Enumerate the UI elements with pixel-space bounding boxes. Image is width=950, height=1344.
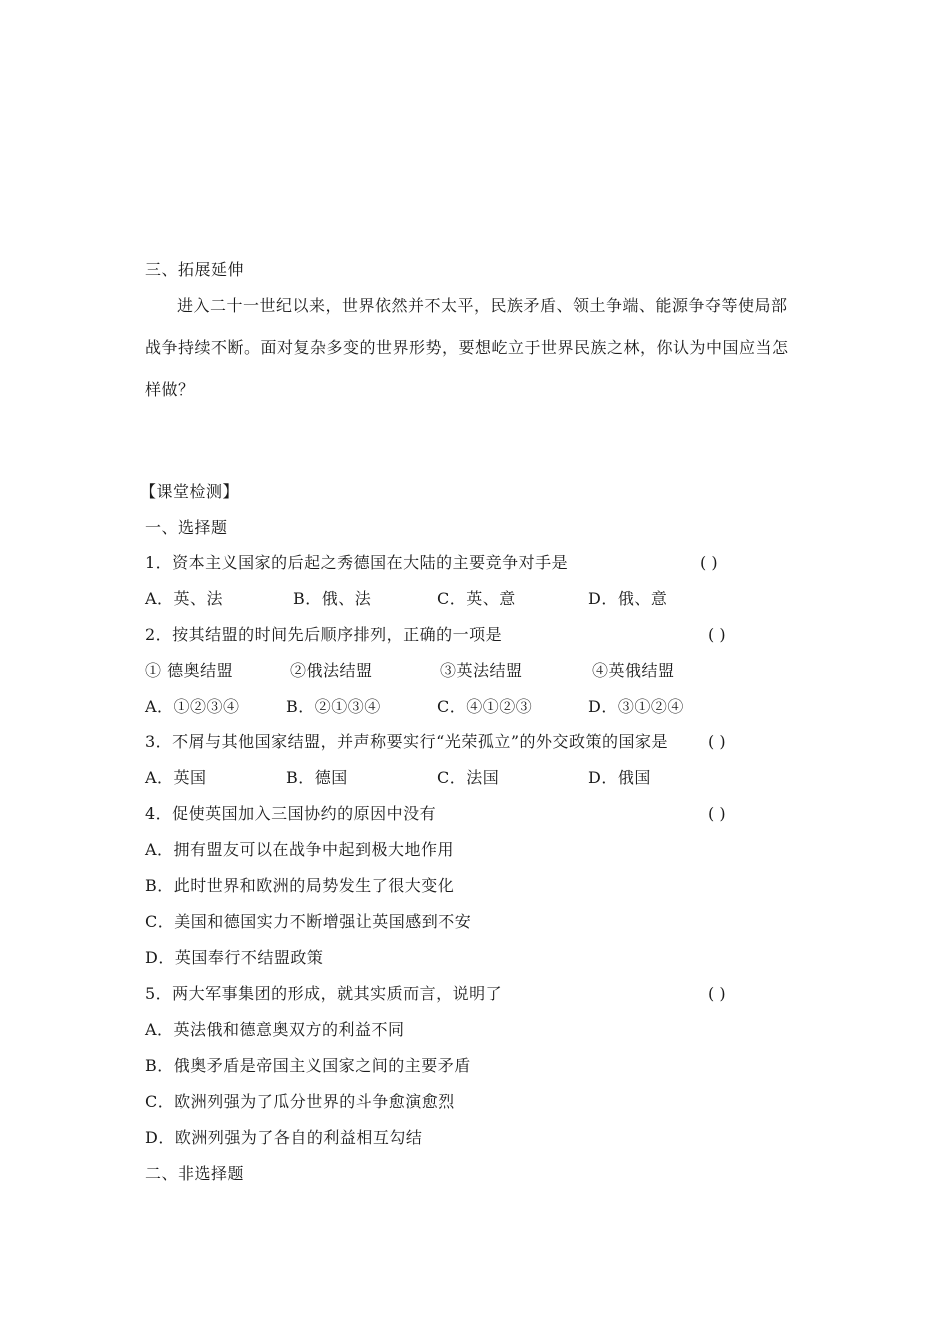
question-stem: 5．两大军事集团的形成，就其实质而言，说明了 <box>145 984 503 1003</box>
paragraph-line: 进入二十一世纪以来，世界依然并不太平，民族矛盾、领土争端、能源争夺等使局部 <box>177 296 788 315</box>
answer-bracket: ( ) <box>708 804 726 823</box>
option-c: C．美国和德国实力不断增强让英国感到不安 <box>145 912 472 931</box>
option-c: C．欧洲列强为了瓜分世界的斗争愈演愈烈 <box>145 1092 455 1111</box>
option-b: B．俄奥矛盾是帝国主义国家之间的主要矛盾 <box>145 1056 471 1075</box>
option-a: A．英、法 <box>145 589 224 608</box>
question-stem: 2．按其结盟的时间先后顺序排列，正确的一项是 <box>145 625 503 644</box>
option-a: A．①②③④ <box>145 697 240 716</box>
option-a: A．英法俄和德意奥双方的利益不同 <box>145 1020 405 1039</box>
option-b: B．此时世界和欧洲的局势发生了很大变化 <box>145 876 455 895</box>
option-b: B．德国 <box>286 768 348 787</box>
answer-bracket: ( ) <box>708 984 726 1003</box>
question-stem: 3．不屑与其他国家结盟，并声称要实行“光荣孤立”的外交政策的国家是 <box>145 732 669 751</box>
paragraph-line: 战争持续不断。面对复杂多变的世界形势，要想屹立于世界民族之林，你认为中国应当怎 <box>145 338 789 357</box>
option-c: C．④①②③ <box>437 697 533 716</box>
option-d: D．欧洲列强为了各自的利益相互勾结 <box>145 1128 423 1147</box>
option-a: A．英国 <box>145 768 207 787</box>
statement-item: ① 德奥结盟 <box>145 661 234 680</box>
option-d: D．俄、意 <box>588 589 668 608</box>
section-heading: 三、拓展延伸 <box>145 260 245 279</box>
part-heading-non-choice: 二、非选择题 <box>145 1164 245 1183</box>
paragraph-line: 样做？ <box>145 380 195 399</box>
option-d: D．③①②④ <box>588 697 684 716</box>
statement-item: ②俄法结盟 <box>290 661 373 680</box>
answer-bracket: ( ) <box>700 553 718 572</box>
option-b: B．②①③④ <box>286 697 381 716</box>
option-a: A．拥有盟友可以在战争中起到极大地作用 <box>145 840 455 859</box>
option-d: D．英国奉行不结盟政策 <box>145 948 324 967</box>
statement-item: ③英法结盟 <box>440 661 523 680</box>
answer-bracket: ( ) <box>708 625 726 644</box>
statement-item: ④英俄结盟 <box>592 661 675 680</box>
option-c: C．英、意 <box>437 589 516 608</box>
question-stem: 1．资本主义国家的后起之秀德国在大陆的主要竞争对手是 <box>145 553 569 572</box>
question-stem: 4．促使英国加入三国协约的原因中没有 <box>145 804 437 823</box>
option-b: B．俄、法 <box>293 589 372 608</box>
part-heading-choice: 一、选择题 <box>145 518 228 537</box>
option-c: C．法国 <box>437 768 500 787</box>
option-d: D．俄国 <box>588 768 651 787</box>
answer-bracket: ( ) <box>708 732 726 751</box>
check-title: 【课堂检测】 <box>140 482 240 501</box>
